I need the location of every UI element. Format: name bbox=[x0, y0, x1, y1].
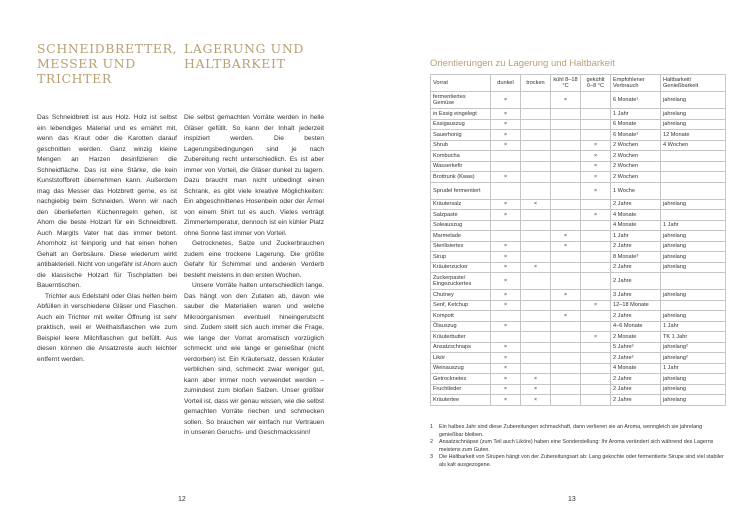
table-row bbox=[431, 321, 726, 332]
table-cell: 2 Wochen bbox=[611, 140, 661, 151]
table-cell bbox=[491, 161, 521, 172]
table-cell: × bbox=[491, 290, 521, 301]
table-cell: × bbox=[491, 273, 521, 290]
table-cell bbox=[521, 353, 551, 364]
header-verbrauch: Empfohlener Verbrauch bbox=[611, 75, 661, 92]
table-cell bbox=[581, 231, 611, 242]
paragraph: Die selbst gemachten Vorräte werden in helle Gläser gefüllt. So kann der Inhalt jederzeit inspiziert werden. Die besten Lagerungsbedingungen sind je nach Zubereitung recht unterschiedlich. Es ist aber immer von Vorteil, die Gläser dunkel zu lagern. Dazu braucht man nicht unbedingt einen Schrank, es gibt viele kreative Möglichkeiten: Ein abgeschnittenes Hosenbein oder der Ärmel von einem Shirt tut es auch. Vieles verträgt Zimmertemperatur, dennoch ist ein kühler Platz ohne Sonne fast immer von Vorteil. bbox=[184, 114, 324, 237]
table-cell: 4 Monate bbox=[611, 363, 661, 374]
paragraph: Das Schneidbrett ist aus Holz. Holz ist selbst ein lebendiges Material und es ernährt mit, wenn das Kraut oder die Karotten darauf geschnitten werden. Ganz winzig kleine Mengen an Harzen desinfizieren die Schneidfläche. Das ist eine Stärke, die kein Kunststoffbrett übernehmen kann. Außerdem mag das Messer das Holzbrett gerne, es ist nachgiebig beim Schneiden. Wenn wir nach den überlieferten Küchenregeln gehen, ist Ahorn die beste Holzart für ein Schneidbrett. Auch Margits Vater hat das immer betont. Ahornholz ist feinporig und hat einen hohen Gehalt an Gerbsäure. Diese wiederum wirkt antibakteriell. Nicht von ungefähr ist Ahorn auch die klassische Holzart für Tischplatten bei Bauerntischen. bbox=[37, 114, 177, 289]
table-cell: 2 Jahre bbox=[611, 374, 661, 385]
heading-line: MESSER UND bbox=[37, 56, 136, 71]
cell-vorrat: Sprudel fermentiert bbox=[431, 182, 491, 199]
table-cell bbox=[661, 151, 726, 162]
table-cell bbox=[551, 172, 581, 183]
table-cell bbox=[491, 332, 521, 343]
table-cell: 2 Jahre bbox=[611, 311, 661, 322]
table-cell: × bbox=[581, 210, 611, 221]
table-cell: × bbox=[491, 262, 521, 273]
table-cell bbox=[491, 311, 521, 322]
table-cell: × bbox=[581, 151, 611, 162]
table-row bbox=[431, 300, 726, 311]
table-cell: × bbox=[521, 262, 551, 273]
table-cell: × bbox=[491, 363, 521, 374]
table-row bbox=[431, 119, 726, 130]
table-cell bbox=[551, 332, 581, 343]
cell-vorrat: Likör bbox=[431, 353, 491, 364]
storage-table bbox=[430, 74, 726, 406]
table-cell bbox=[581, 252, 611, 263]
cell-vorrat: Fruchtleder bbox=[431, 384, 491, 395]
cell-vorrat: Sirup bbox=[431, 252, 491, 263]
table-cell: jahrelang bbox=[661, 262, 726, 273]
table-row bbox=[431, 342, 726, 353]
table-cell: × bbox=[581, 332, 611, 343]
table-cell bbox=[551, 395, 581, 406]
table-cell: 4 Monate bbox=[611, 220, 661, 231]
table-cell: × bbox=[521, 199, 551, 210]
footnote-number: 2 bbox=[430, 439, 433, 445]
cell-vorrat: Ansatzschnaps bbox=[431, 342, 491, 353]
table-cell: 2 Jahre bbox=[611, 395, 661, 406]
table-cell: 2 Wochen bbox=[611, 161, 661, 172]
table-cell bbox=[581, 395, 611, 406]
table-row bbox=[431, 262, 726, 273]
table-cell bbox=[551, 109, 581, 120]
header-dunkel: dunkel bbox=[491, 75, 521, 92]
header-haltbarkeit: Haltbarkeit/ Genießbarkeit bbox=[661, 75, 726, 92]
table-row bbox=[431, 220, 726, 231]
table-row bbox=[431, 172, 726, 183]
table-cell: 6 Monate¹ bbox=[611, 92, 661, 109]
cell-vorrat: Kräuterzucker bbox=[431, 262, 491, 273]
table-cell: 6 Monate¹ bbox=[611, 130, 661, 141]
table-cell: × bbox=[491, 321, 521, 332]
table-cell: × bbox=[491, 119, 521, 130]
table-cell: 1 Jahr bbox=[661, 220, 726, 231]
table-cell: 2 Jahre bbox=[611, 262, 661, 273]
table-cell bbox=[581, 109, 611, 120]
cell-vorrat: Sterilisiertes bbox=[431, 241, 491, 252]
table-cell: 2 Jahre bbox=[611, 273, 661, 290]
table-cell: × bbox=[551, 290, 581, 301]
header-trocken: trocken bbox=[521, 75, 551, 92]
table-cell bbox=[551, 199, 581, 210]
table-cell bbox=[521, 109, 551, 120]
table-cell bbox=[521, 151, 551, 162]
table-cell: jahrelang bbox=[661, 199, 726, 210]
table-row bbox=[431, 353, 726, 364]
table-row bbox=[431, 161, 726, 172]
table-cell bbox=[551, 321, 581, 332]
table-cell bbox=[491, 182, 521, 199]
table-cell bbox=[521, 342, 551, 353]
header-vorrat: Vorrat bbox=[431, 75, 491, 92]
table-cell bbox=[581, 311, 611, 322]
table-cell bbox=[551, 210, 581, 221]
table-cell: × bbox=[581, 182, 611, 199]
table-cell: × bbox=[491, 140, 521, 151]
footnote-text: Ein halbes Jahr sind diese Zubereitungen schmackhaft, dann verlieren sie an Aroma, wenngleich sie jahrelang genießbar bleiben. bbox=[439, 424, 703, 438]
table-cell: jahrelang² bbox=[661, 353, 726, 364]
table-cell bbox=[581, 273, 611, 290]
table-cell: × bbox=[491, 241, 521, 252]
table-cell: 8 Monate³ bbox=[611, 252, 661, 263]
table-cell: × bbox=[491, 172, 521, 183]
cell-vorrat: Kräuterbutter bbox=[431, 332, 491, 343]
table-cell: jahrelang bbox=[661, 395, 726, 406]
table-row bbox=[431, 92, 726, 109]
table-row bbox=[431, 395, 726, 406]
table-cell bbox=[521, 210, 551, 221]
table-cell: 6 Monate bbox=[611, 119, 661, 130]
footnote-number: 1 bbox=[430, 424, 433, 430]
table-cell bbox=[551, 140, 581, 151]
table-cell bbox=[551, 130, 581, 141]
table-cell: × bbox=[581, 140, 611, 151]
table-cell bbox=[521, 311, 551, 322]
table-cell bbox=[551, 363, 581, 374]
heading-lagerung bbox=[184, 41, 324, 71]
table-cell bbox=[521, 363, 551, 374]
table-cell: × bbox=[491, 109, 521, 120]
page-number-left: 12 bbox=[178, 496, 186, 503]
heading-line: LAGERUNG UND bbox=[184, 41, 304, 56]
heading-schneidbretter bbox=[37, 41, 178, 86]
cell-vorrat: Salzpaste bbox=[431, 210, 491, 221]
table-cell: × bbox=[491, 92, 521, 109]
table-cell: 1 Jahr bbox=[661, 321, 726, 332]
page-number-right: 13 bbox=[568, 496, 576, 503]
table-cell bbox=[581, 199, 611, 210]
cell-vorrat: Weinauszug bbox=[431, 363, 491, 374]
table-row bbox=[431, 109, 726, 120]
table-cell: × bbox=[551, 231, 581, 242]
table-cell bbox=[521, 92, 551, 109]
table-cell bbox=[521, 332, 551, 343]
footnote bbox=[430, 439, 725, 454]
table-cell bbox=[521, 231, 551, 242]
table-cell bbox=[581, 353, 611, 364]
table-cell: × bbox=[581, 161, 611, 172]
table-cell bbox=[551, 384, 581, 395]
paragraph: Getrocknetes, Salze und Zuckerbrauchen zudem eine trockene Lagerung. Die größte Gefahr für Schimmel und anderen Verderb besteht meistens in den ersten Wochen. bbox=[184, 240, 324, 279]
table-cell bbox=[551, 151, 581, 162]
table-cell bbox=[551, 262, 581, 273]
table-cell bbox=[521, 321, 551, 332]
cell-vorrat: in Essig eingelegt bbox=[431, 109, 491, 120]
table-cell: × bbox=[491, 384, 521, 395]
footnote-text: Ansatzschnäpse (zum Teil auch Liköre) haben eine Sonderstellung: Ihr Aroma verändert sich während des Lagerns meistens zum Guten. bbox=[439, 439, 714, 453]
cell-vorrat: Chutney bbox=[431, 290, 491, 301]
column-lagerung-text bbox=[184, 113, 324, 439]
table-row bbox=[431, 151, 726, 162]
table-cell bbox=[521, 273, 551, 290]
column-schneidbretter-text bbox=[37, 113, 177, 365]
table-cell: × bbox=[581, 300, 611, 311]
table-cell bbox=[581, 119, 611, 130]
table-cell bbox=[551, 273, 581, 290]
table-cell bbox=[491, 151, 521, 162]
table-row bbox=[431, 210, 726, 221]
table-cell: × bbox=[491, 199, 521, 210]
cell-vorrat: Kombucha bbox=[431, 151, 491, 162]
table-cell bbox=[521, 252, 551, 263]
table-row bbox=[431, 363, 726, 374]
table-cell bbox=[521, 220, 551, 231]
table-cell bbox=[581, 130, 611, 141]
table-cell: 2 Wochen bbox=[611, 172, 661, 183]
table-cell bbox=[551, 342, 581, 353]
table-cell: 4 Monate bbox=[611, 210, 661, 221]
table-cell: jahrelang bbox=[661, 109, 726, 120]
table-cell bbox=[551, 353, 581, 364]
table-row bbox=[431, 140, 726, 151]
table-cell bbox=[521, 140, 551, 151]
table-cell bbox=[521, 119, 551, 130]
table-cell bbox=[521, 290, 551, 301]
table-cell: × bbox=[491, 130, 521, 141]
table-cell: 1 Jahr bbox=[611, 109, 661, 120]
table-cell bbox=[551, 161, 581, 172]
table-cell bbox=[551, 119, 581, 130]
table-cell: jahrelang bbox=[661, 231, 726, 242]
table-cell bbox=[581, 363, 611, 374]
table-cell: 2 Monate bbox=[611, 332, 661, 343]
cell-vorrat: Senf, Ketchup bbox=[431, 300, 491, 311]
table-cell: × bbox=[491, 342, 521, 353]
heading-line: HALTBARKEIT bbox=[184, 56, 286, 71]
table-cell bbox=[661, 210, 726, 221]
footnote-number: 3 bbox=[430, 454, 433, 460]
table-row bbox=[431, 384, 726, 395]
paragraph: Trichter aus Edelstahl oder Glas helfen beim Abfüllen in verschiedene Gläser und Flaschen. Auch ein Trichter mit weiter Öffnung ist sehr praktisch, weil er Weithalsflaschen wie zum Beispiel leere Milchflaschen gut befüllt. Aus diesen können die Ansatzreste auch leichter entfernt werden. bbox=[37, 292, 177, 363]
table-cell: jahrelang bbox=[661, 374, 726, 385]
table-cell: × bbox=[491, 395, 521, 406]
table-cell: TK 1 Jahr bbox=[661, 332, 726, 343]
table-cell: 12–18 Monate bbox=[611, 300, 661, 311]
table-cell: 2 Jahre² bbox=[611, 353, 661, 364]
table-cell: 5 Jahre² bbox=[611, 342, 661, 353]
table-cell bbox=[661, 273, 726, 290]
table-cell bbox=[581, 92, 611, 109]
table-row bbox=[431, 199, 726, 210]
table-cell bbox=[581, 262, 611, 273]
cell-vorrat: Zuckerpaste/ Eingezuckertes bbox=[431, 273, 491, 290]
table-title: Orientierungen zu Lagerung und Haltbarkeit bbox=[430, 58, 615, 69]
table-cell: jahrelang bbox=[661, 290, 726, 301]
table-cell: 4–6 Monate bbox=[611, 321, 661, 332]
header-kuehl: kühl 8–18 °C bbox=[551, 75, 581, 92]
table-body bbox=[431, 92, 726, 406]
table-cell: jahrelang bbox=[661, 119, 726, 130]
footnote bbox=[430, 424, 725, 439]
cell-vorrat: Essigauszug bbox=[431, 119, 491, 130]
cell-vorrat: Ölauszug bbox=[431, 321, 491, 332]
table-cell bbox=[551, 220, 581, 231]
cell-vorrat: Kompott bbox=[431, 311, 491, 322]
table-cell bbox=[661, 182, 726, 199]
table-row bbox=[431, 332, 726, 343]
footnotes bbox=[430, 424, 725, 469]
cell-vorrat: Shrub bbox=[431, 140, 491, 151]
table-cell bbox=[551, 252, 581, 263]
table-cell bbox=[581, 290, 611, 301]
table-cell: 2 Jahre bbox=[611, 384, 661, 395]
table-cell: jahrelang bbox=[661, 252, 726, 263]
heading-line: SCHNEIDBRETTER, bbox=[37, 41, 178, 56]
table-cell bbox=[581, 321, 611, 332]
table-cell: × bbox=[491, 374, 521, 385]
right-page bbox=[375, 0, 750, 518]
table-cell bbox=[661, 300, 726, 311]
table-cell bbox=[581, 384, 611, 395]
table-cell: jahrelang bbox=[661, 384, 726, 395]
footnote-text: Die Haltbarkeit von Sirupen hängt von der Zubereitungsart ab: Lang gekochte oder fermentierte Sirupe sind viel stabiler als kalt ausgezogene. bbox=[439, 454, 724, 468]
table-cell: × bbox=[521, 384, 551, 395]
table-row bbox=[431, 311, 726, 322]
table-cell: × bbox=[581, 172, 611, 183]
table-row bbox=[431, 182, 726, 199]
table-cell bbox=[551, 300, 581, 311]
table-cell: × bbox=[491, 210, 521, 221]
table-cell: 2 Wochen bbox=[611, 151, 661, 162]
table-row bbox=[431, 130, 726, 141]
table-cell bbox=[521, 172, 551, 183]
table-cell bbox=[551, 182, 581, 199]
table-cell: × bbox=[521, 374, 551, 385]
table-cell: × bbox=[551, 241, 581, 252]
cell-vorrat: Soleauszug bbox=[431, 220, 491, 231]
table-header-row bbox=[431, 75, 726, 92]
table-cell: 2 Jahre bbox=[611, 241, 661, 252]
table-cell: jahrelang bbox=[661, 311, 726, 322]
table-cell bbox=[521, 241, 551, 252]
cell-vorrat: Kräutertee bbox=[431, 395, 491, 406]
paragraph: Unsere Vorräte halten unterschiedlich lange. Das hängt von den Zutaten ab, davon wie sauber die Materialien waren und welche Mikroorganismen eventuell hineingerutscht sind. Zudem stellt sich auch immer die Frage, wie lange der Vorrat aromatisch vorzüglich schmeckt und wie lange er genießbar (nicht verdorben) ist. Ein Kräutersalz, dessen Kräuter verblichen sind, schmeckt zwar weniger gut, kann aber immer noch verwendet werden – zumindest zum bloßen Salzen. Unser größter Vorteil ist, dass wir genau wissen, wie die selbst gemachten Vorräte riechen und schmecken sollen. So brauchen wir einfach nur Vertrauen in unseren Geruchs- und Geschmackssinn! bbox=[184, 282, 324, 436]
table-cell bbox=[581, 374, 611, 385]
cell-vorrat: Wasserkefir bbox=[431, 161, 491, 172]
table-row bbox=[431, 241, 726, 252]
table-cell bbox=[581, 241, 611, 252]
table-cell bbox=[551, 374, 581, 385]
cell-vorrat: Getrocknetes bbox=[431, 374, 491, 385]
table-cell: 3 Jahre bbox=[611, 290, 661, 301]
table-cell: 2 Jahre bbox=[611, 199, 661, 210]
table-cell: 1 Woche bbox=[611, 182, 661, 199]
table-cell: jahrelang bbox=[661, 241, 726, 252]
cell-vorrat: Kräutersalz bbox=[431, 199, 491, 210]
table-cell: × bbox=[491, 252, 521, 263]
table-cell bbox=[521, 161, 551, 172]
cell-vorrat: Marmelade bbox=[431, 231, 491, 242]
table-cell: × bbox=[551, 92, 581, 109]
table-cell: jahrelang² bbox=[661, 342, 726, 353]
table-cell bbox=[521, 182, 551, 199]
table-cell bbox=[581, 220, 611, 231]
cell-vorrat: Brottrunk (Kwas) bbox=[431, 172, 491, 183]
table-cell bbox=[491, 220, 521, 231]
footnote bbox=[430, 454, 725, 469]
table-cell bbox=[581, 342, 611, 353]
table-cell: jahrelang bbox=[661, 92, 726, 109]
table-cell: × bbox=[521, 395, 551, 406]
table-cell: 4 Wochen bbox=[661, 140, 726, 151]
table-cell bbox=[521, 300, 551, 311]
table-cell: × bbox=[491, 300, 521, 311]
table-cell: 12 Monate bbox=[661, 130, 726, 141]
table-cell bbox=[661, 172, 726, 183]
table-row bbox=[431, 252, 726, 263]
table-cell: 1 Jahr bbox=[611, 231, 661, 242]
table-row bbox=[431, 290, 726, 301]
cell-vorrat: Sauerhonig bbox=[431, 130, 491, 141]
table-cell bbox=[661, 161, 726, 172]
heading-line: TRICHTER bbox=[37, 71, 112, 86]
table-cell bbox=[491, 231, 521, 242]
cell-vorrat: fermentiertes Gemüse bbox=[431, 92, 491, 109]
table-row bbox=[431, 273, 726, 290]
table-row bbox=[431, 374, 726, 385]
table-cell: × bbox=[491, 353, 521, 364]
table-row bbox=[431, 231, 726, 242]
table-cell: 1 Jahr bbox=[661, 363, 726, 374]
header-gekuehlt: gekühlt 0–8 °C bbox=[581, 75, 611, 92]
table-cell: × bbox=[551, 311, 581, 322]
table-cell bbox=[521, 130, 551, 141]
